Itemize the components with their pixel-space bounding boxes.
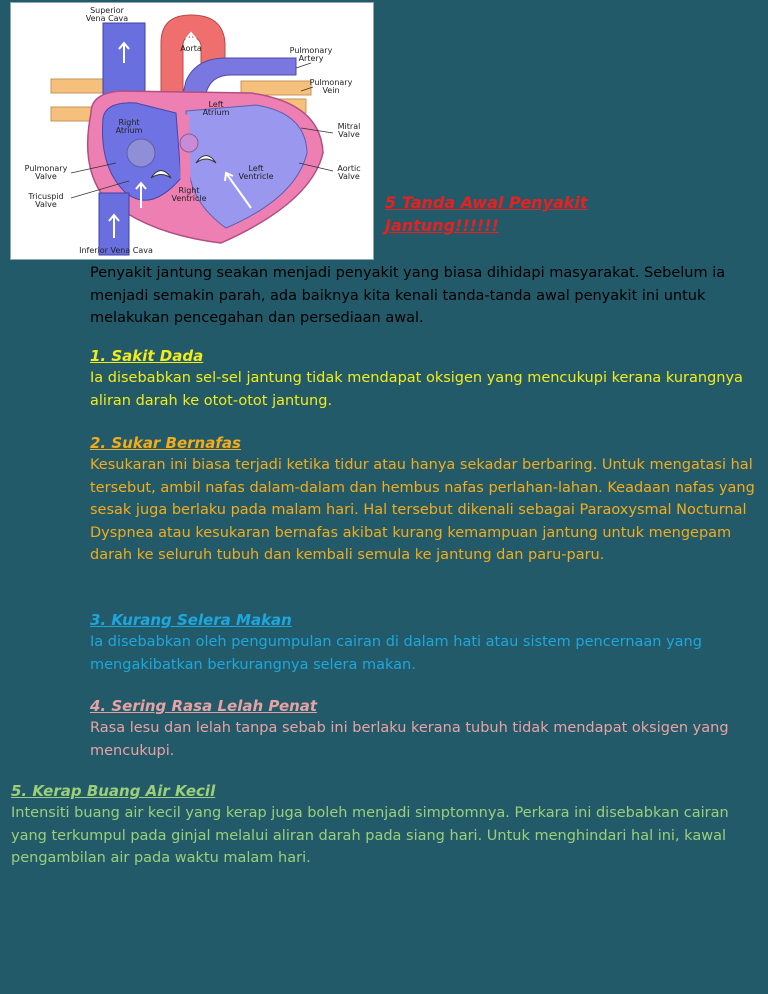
label-pulmonary-vein: Pulmonary Vein [309,78,353,95]
label-tricuspid-valve: Tricuspid Valve [28,192,64,209]
section-text: Ia disebabkan sel-sel jantung tidak mendapat oksigen yang mencukupi kerana kurangnya aliran darah ke otot-otot jantung. [90,370,743,409]
section-text: Intensiti buang air kecil yang kerap juga boleh menjadi simptomnya. Perkara ini disebabkan cairan yang terkumpul pada ginjal melalui aliran darah pada siang hari. Untuk menghindari hal ini, kawal pengambilan air pada waktu malam hari. [11,805,729,866]
section-text: Kesukaran ini biasa terjadi ketika tidur atau hanya sekadar berbaring. Untuk mengatasi hal tersebut, ambil nafas dalam-dalam dan hembus nafas perlahan-lahan. Keadaan nafas yang sesak juga berlaku pada malam hari. Hal tersebut dikenali sebagai Paraoxysmal Nocturnal Dyspnea atau kesukaran bernafas akibat kurang kemampuan jantung untuk mengepam darah ke seluruh tubuh dan kembali semula ke jantung dan paru-paru. [90,457,755,563]
section-heading: 2. Sukar Bernafas [90,434,241,452]
section-heading: 4. Sering Rasa Lelah Penat [90,697,318,715]
label-pulmonary-valve: Pulmonary Valve [24,164,68,181]
label-left-atrium: Left Atrium [202,100,230,117]
label-right-atrium: Right Atrium [115,118,143,135]
section-sakit-dada [90,345,760,412]
label-pulmonary-artery: Pulmonary Artery [289,46,333,63]
label-left-ventricle: Left Ventricle [238,164,274,181]
label-aortic-valve: Aortic Valve [337,164,361,181]
section-kurang-selera-makan [90,609,760,676]
section-heading: 5. Kerap Buang Air Kecil [11,782,216,800]
label-superior-vena-cava: Superior Vena Cava [85,6,129,23]
section-sukar-bernafas [90,432,760,567]
label-mitral-valve: Mitral Valve [337,122,361,139]
heart-diagram [10,2,374,260]
label-inferior-vena-cava: Inferior Vena Cava [79,246,153,255]
section-text: Rasa lesu dan lelah tanpa sebab ini berlaku kerana tubuh tidak mendapat oksigen yang mencukupi. [90,720,729,759]
label-right-ventricle: Right Ventricle [171,186,207,203]
section-text: Ia disebabkan oleh pengumpulan cairan di dalam hati atau sistem pencernaan yang mengakibatkan berkurangnya selera makan. [90,634,702,673]
section-heading: 3. Kurang Selera Makan [90,611,292,629]
intro-paragraph: Penyakit jantung seakan menjadi penyakit yang biasa dihidapi masyarakat. Sebelum ia menjadi semakin parah, ada baiknya kita kenali tanda-tanda awal penyakit ini untuk melakukan pencegahan dan persediaan awal. [90,265,726,326]
label-aorta: Aorta [180,44,202,53]
page-title: 5 Tanda Awal Penyakit Jantung!!!!!! [385,193,588,235]
heart-illustration [11,3,373,259]
section-kerap-buang-air [11,780,761,870]
section-heading: 1. Sakit Dada [90,347,204,365]
section-sering-rasa-lelah [90,695,760,762]
